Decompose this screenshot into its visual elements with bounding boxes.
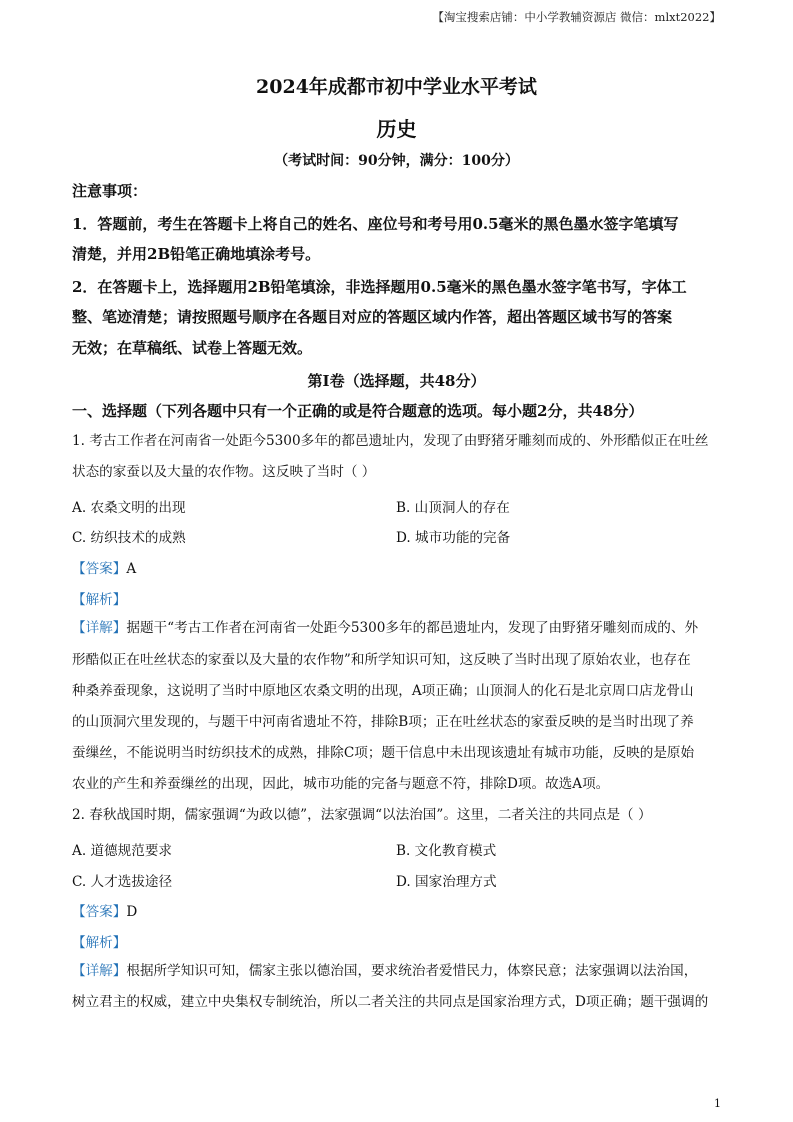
q1-detail-line-3: 种桑养蚕现象，这说明了当时中原地区农桑文明的出现，A项正确；山顶洞人的化石是北京周口店龙骨山 bbox=[72, 683, 694, 699]
q2-analysis-label: 【解析】 bbox=[72, 935, 127, 951]
volume-title: 第Ⅰ卷（选择题，共48分） bbox=[307, 372, 486, 390]
q2-answer-value: D bbox=[126, 904, 138, 920]
q2-detail-text-1: 根据所学知识可知，儒家主张以德治国，要求统治者爱惜民力，体察民意；法家强调以法治国， bbox=[126, 963, 698, 979]
q1-option-b: B. 山顶洞人的存在 bbox=[396, 500, 510, 516]
q1-detail-text-1: 据题干“考古工作者在河南省一处距今5300多年的都邑遗址内，发现了由野猪牙雕刻而成的、外 bbox=[126, 620, 699, 636]
q2-option-b: B. 文化教育模式 bbox=[396, 843, 497, 859]
exam-info: （考试时间：90分钟，满分：100分） bbox=[274, 153, 519, 169]
notice-heading: 注意事项： bbox=[72, 182, 148, 200]
q1-answer-value: A bbox=[126, 561, 137, 577]
store-watermark: 【淘宝搜索店铺：中小学教辅资源店 微信：mlxt2022】 bbox=[432, 10, 721, 24]
notice-item-1-line-1: 1．答题前，考生在答题卡上将自己的姓名、座位号和考号用0.5毫米的黑色墨水签字笔填写 bbox=[72, 215, 679, 233]
q1-option-d: D. 城市功能的完备 bbox=[396, 530, 511, 546]
q1-stem-line-1: 1. 考古工作者在河南省一处距今5300多年的都邑遗址内，发现了由野猪牙雕刻而成的、外形酷似正在吐丝 bbox=[72, 433, 709, 449]
q1-stem-line-2: 状态的家蚕以及大量的农作物。这反映了当时（ ） bbox=[72, 464, 376, 480]
q2-detail-label: 【详解】 bbox=[72, 963, 127, 979]
q2-stem-line-1: 2. 春秋战国时期，儒家强调“为政以德”，法家强调“以法治国”。这里，二者关注的共同点是（ ） bbox=[72, 807, 652, 823]
q2-detail-line-2: 树立君主的权威，建立中央集权专制统治，所以二者关注的共同点是国家治理方式，D项正确；题干强调的 bbox=[72, 994, 709, 1010]
q2-detail-line-1 bbox=[72, 956, 697, 987]
notice-item-2-line-3: 无效；在草稿纸、试卷上答题无效。 bbox=[72, 339, 313, 357]
q1-detail-line-6: 农业的产生和养蚕缫丝的出现，因此，城市功能的完备与题意不符，排除D项。故选A项。 bbox=[72, 776, 610, 792]
q1-detail-line-2: 形酷似正在吐丝状态的家蚕以及大量的农作物”和所学知识可知，这反映了当时出现了原始农业，也存在 bbox=[72, 652, 691, 668]
q1-detail-label: 【详解】 bbox=[72, 620, 127, 636]
subject-title: 历史 bbox=[376, 117, 417, 141]
part-title: 一、选择题（下列各题中只有一个正确的或是符合题意的选项。每小题2分，共48分） bbox=[72, 402, 644, 420]
q1-detail-line-4: 的山顶洞穴里发现的，与题干中河南省遗址不符，排除B项；正在吐丝状态的家蚕反映的是当时出现了养 bbox=[72, 714, 694, 730]
notice-item-1-line-2: 清楚，并用2B铅笔正确地填涂考号。 bbox=[72, 245, 321, 263]
q1-answer bbox=[72, 557, 136, 577]
notice-item-2-line-2: 整、笔迹清楚；请按照题号顺序在各题目对应的答题区域内作答，超出答题区域书写的答案 bbox=[72, 308, 673, 326]
q1-option-c: C. 纺织技术的成熟 bbox=[72, 530, 186, 546]
q2-option-a: A. 道德规范要求 bbox=[72, 843, 173, 859]
q1-detail-line-5: 蚕缫丝，不能说明当时纺织技术的成熟，排除C项；题干信息中未出现该遗址有城市功能，反映的是原始 bbox=[72, 745, 695, 761]
q1-detail-line-1 bbox=[72, 613, 698, 644]
q1-answer-label: 【答案】 bbox=[72, 561, 127, 577]
q2-option-c: C. 人才选拔途径 bbox=[72, 874, 173, 890]
q1-analysis-label: 【解析】 bbox=[72, 592, 127, 608]
q2-answer bbox=[72, 900, 137, 920]
notice-item-2-line-1: 2．在答题卡上，选择题用2B铅笔填涂，非选择题用0.5毫米的黑色墨水签字笔书写，字体工 bbox=[72, 278, 687, 296]
page-number: 1 bbox=[714, 1097, 721, 1110]
exam-title: 2024年成都市初中学业水平考试 bbox=[256, 76, 537, 98]
q2-option-d: D. 国家治理方式 bbox=[396, 874, 497, 890]
q2-answer-label: 【答案】 bbox=[72, 904, 127, 920]
q1-option-a: A. 农桑文明的出现 bbox=[72, 500, 186, 516]
